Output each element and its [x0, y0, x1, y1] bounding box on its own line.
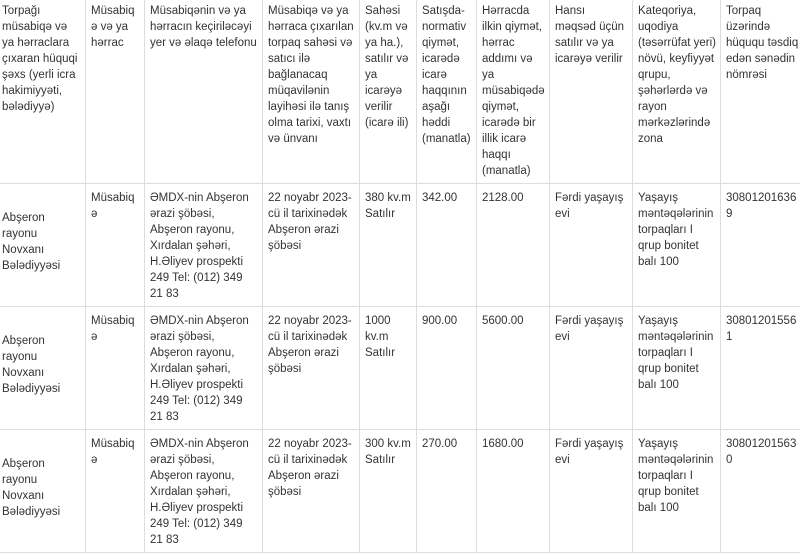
cell-legal-entity: Abşeron rayonu Novxanı Bələdiyyəsi	[0, 430, 86, 553]
header-contest-type: Müsabiqə və ya hərrac	[86, 0, 145, 184]
cell-purpose: Fərdi yaşayış evi	[550, 307, 633, 430]
cell-purpose: Fərdi yaşayış evi	[550, 184, 633, 307]
cell-category: Yaşayış məntəqələrinin torpaqları I qrup bonitet balı 100	[633, 307, 721, 430]
header-area: Sahəsi (kv.m və ya ha.), satılır və ya icarəyə verilir (icarə ili)	[360, 0, 417, 184]
header-normative-price: Satışda-normativ qiymət, icarədə icarə haqqının aşağı həddi (manatla)	[417, 0, 477, 184]
header-row	[0, 0, 800, 184]
cell-area: 1000 kv.m Satılır	[360, 307, 417, 430]
cell-legal-entity: Abşeron rayonu Novxanı Bələdiyyəsi	[0, 307, 86, 430]
table-row	[0, 184, 800, 307]
cell-document-number: 308012015561	[721, 307, 800, 430]
cell-area: 300 kv.m Satılır	[360, 430, 417, 553]
header-document-number: Torpaq üzərində hüququ təsdiq edən sənədin nömrəsi	[721, 0, 800, 184]
cell-venue-phone: ƏMDX-nin Abşeron ərazi şöbəsi, Abşeron rayonu, Xırdalan şəhəri, H.Əliyev prospekti 249 Tel: (012) 349 21 83	[145, 430, 263, 553]
cell-document-number: 308012015630	[721, 430, 800, 553]
cell-area: 380 kv.m Satılır	[360, 184, 417, 307]
cell-initial-price: 1680.00	[477, 430, 550, 553]
cell-normative-price: 900.00	[417, 307, 477, 430]
cell-initial-price: 2128.00	[477, 184, 550, 307]
cell-category: Yaşayış məntəqələrinin torpaqları I qrup bonitet balı 100	[633, 430, 721, 553]
header-purpose: Hansı məqsəd üçün satılır və ya icarəyə verilir	[550, 0, 633, 184]
cell-purpose: Fərdi yaşayış evi	[550, 430, 633, 553]
table-row	[0, 430, 800, 553]
cell-normative-price: 342.00	[417, 184, 477, 307]
cell-category: Yaşayış məntəqələrinin torpaqları I qrup bonitet balı 100	[633, 184, 721, 307]
cell-contest-type: Müsabiqə	[86, 307, 145, 430]
cell-document-number: 308012016369	[721, 184, 800, 307]
header-category: Kateqoriya, uqodiya (təsərrüfat yeri) növü, keyfiyyət qrupu, şəhərlərdə və rayon mərkəzlərində zona	[633, 0, 721, 184]
cell-review-date: 22 noyabr 2023-cü il tarixinədək Abşeron ərazi şöbəsi	[263, 184, 360, 307]
cell-venue-phone: ƏMDX-nin Abşeron ərazi şöbəsi, Abşeron rayonu, Xırdalan şəhəri, H.Əliyev prospekti 249 Tel: (012) 349 21 83	[145, 307, 263, 430]
cell-legal-entity: Abşeron rayonu Novxanı Bələdiyyəsi	[0, 184, 86, 307]
cell-review-date: 22 noyabr 2023-cü il tarixinədək Abşeron ərazi şöbəsi	[263, 307, 360, 430]
header-review-date: Müsabiqə və ya hərraca çıxarılan torpaq sahəsi və satıcı ilə bağlanacaq müqavilənin layihəsi ilə tanış olma tarixi, vaxtı və ünvanı	[263, 0, 360, 184]
cell-normative-price: 270.00	[417, 430, 477, 553]
header-legal-entity: Torpağı müsabiqə və ya hərraclara çıxaran hüquqi şəxs (yerli icra hakimiyyəti, bələdiyyə)	[0, 0, 86, 184]
cell-contest-type: Müsabiqə	[86, 430, 145, 553]
cell-contest-type: Müsabiqə	[86, 184, 145, 307]
cell-review-date: 22 noyabr 2023-cü il tarixinədək Abşeron ərazi şöbəsi	[263, 430, 360, 553]
cell-initial-price: 5600.00	[477, 307, 550, 430]
header-initial-price: Hərracda ilkin qiymət, hərrac addımı və ya müsabiqədə qiymət, icarədə bir illik icarə haqqı (manatla)	[477, 0, 550, 184]
header-venue-phone: Müsabiqənin və ya hərracın keçiriləcəyi yer və əlaqə telefonu	[145, 0, 263, 184]
cell-venue-phone: ƏMDX-nin Abşeron ərazi şöbəsi, Abşeron rayonu, Xırdalan şəhəri, H.Əliyev prospekti 249 Tel: (012) 349 21 83	[145, 184, 263, 307]
table-row	[0, 307, 800, 430]
